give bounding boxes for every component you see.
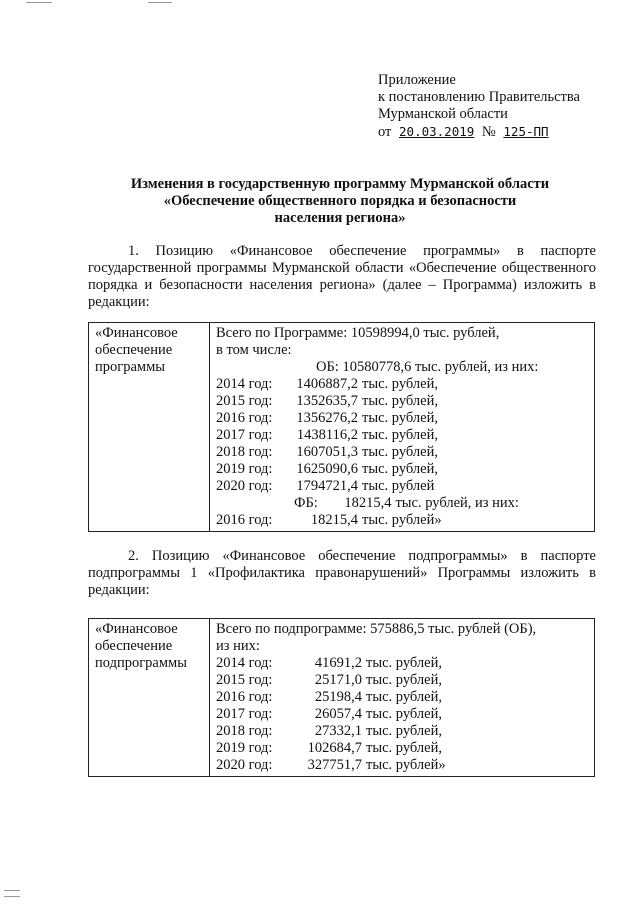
year-row: 2015 год: 1352635,7 тыс. рублей, <box>216 393 438 409</box>
fb-year-row: 2016 год: 18215,4 тыс. рублей» <box>216 512 442 528</box>
title-line: населения региона» <box>274 210 406 226</box>
scan-mark <box>148 2 172 3</box>
decree-number: 125-ПП <box>503 124 549 139</box>
table-value-cell <box>210 323 595 532</box>
decree-date: 20.03.2019 <box>399 124 475 139</box>
table-value-cell <box>210 619 595 777</box>
appendix-line: Приложение <box>378 72 456 88</box>
label-line: подпрограммы <box>95 655 187 671</box>
document-title <box>80 176 600 227</box>
subprogram-finance-table <box>88 618 595 777</box>
scan-mark <box>26 2 52 3</box>
program-finance-table <box>88 322 595 532</box>
paragraph-2 <box>88 548 596 599</box>
number-sign: № <box>481 124 496 140</box>
scan-mark <box>4 896 20 897</box>
year-row: 2015 год: 25171,0 тыс. рублей, <box>216 672 442 688</box>
title-line: «Обеспечение общественного порядка и безопасности <box>163 193 517 209</box>
year-row: 2018 год: 1607051,3 тыс. рублей, <box>216 444 438 460</box>
table-row <box>89 619 595 777</box>
paragraph-1 <box>88 243 596 311</box>
title-line: Изменения в государственную программу Мурманской области <box>130 176 550 192</box>
label-line: программы <box>95 359 165 375</box>
table-label-cell <box>89 619 210 777</box>
fb-line: ФБ: 18215,4 тыс. рублей, из них: <box>294 495 519 511</box>
appendix-line: Мурманской области <box>378 106 508 122</box>
paragraph-1-text: 1. Позицию «Финансовое обеспечение программы» в паспорте государственной программы Мурманской области «Обеспечение общественного порядка и безопасности населения региона» (далее – Программа) изложить в редакции: <box>88 243 596 310</box>
year-row: 2019 год: 102684,7 тыс. рублей, <box>216 740 442 756</box>
including-line: в том числе: <box>216 342 292 358</box>
appendix-date-line <box>378 123 628 141</box>
from-label: от <box>378 124 392 140</box>
scan-mark <box>4 890 20 891</box>
year-row: 2017 год: 26057,4 тыс. рублей, <box>216 706 442 722</box>
total-line: Всего по подпрограмме: 575886,5 тыс. рублей (ОБ), <box>216 621 537 637</box>
year-row: 2016 год: 1356276,2 тыс. рублей, <box>216 410 438 426</box>
year-row: 2016 год: 25198,4 тыс. рублей, <box>216 689 442 705</box>
appendix-line: к постановлению Правительства <box>378 89 580 105</box>
appendix-block <box>378 72 628 141</box>
paragraph-2-text: 2. Позицию «Финансовое обеспечение подпрограммы» в паспорте подпрограммы 1 «Профилактика правонарушений» Программы изложить в редакции: <box>88 548 596 598</box>
year-row: 2018 год: 27332,1 тыс. рублей, <box>216 723 442 739</box>
label-line: «Финансовое <box>95 325 178 341</box>
year-row: 2017 год: 1438116,2 тыс. рублей, <box>216 427 438 443</box>
year-row: 2014 год: 41691,2 тыс. рублей, <box>216 655 442 671</box>
label-line: «Финансовое <box>95 621 178 637</box>
label-line: обеспечение <box>95 342 173 358</box>
table-label-cell <box>89 323 210 532</box>
year-row: 2020 год: 327751,7 тыс. рублей» <box>216 757 446 773</box>
year-row: 2019 год: 1625090,6 тыс. рублей, <box>216 461 438 477</box>
table-row <box>89 323 595 532</box>
year-row: 2014 год: 1406887,2 тыс. рублей, <box>216 376 438 392</box>
ob-line: ОБ: 10580778,6 тыс. рублей, из них: <box>316 359 539 375</box>
total-line: Всего по Программе: 10598994,0 тыс. рублей, <box>216 325 500 341</box>
year-row: 2020 год: 1794721,4 тыс. рублей <box>216 478 435 494</box>
of-them-line: из них: <box>216 638 260 654</box>
label-line: обеспечение <box>95 638 173 654</box>
